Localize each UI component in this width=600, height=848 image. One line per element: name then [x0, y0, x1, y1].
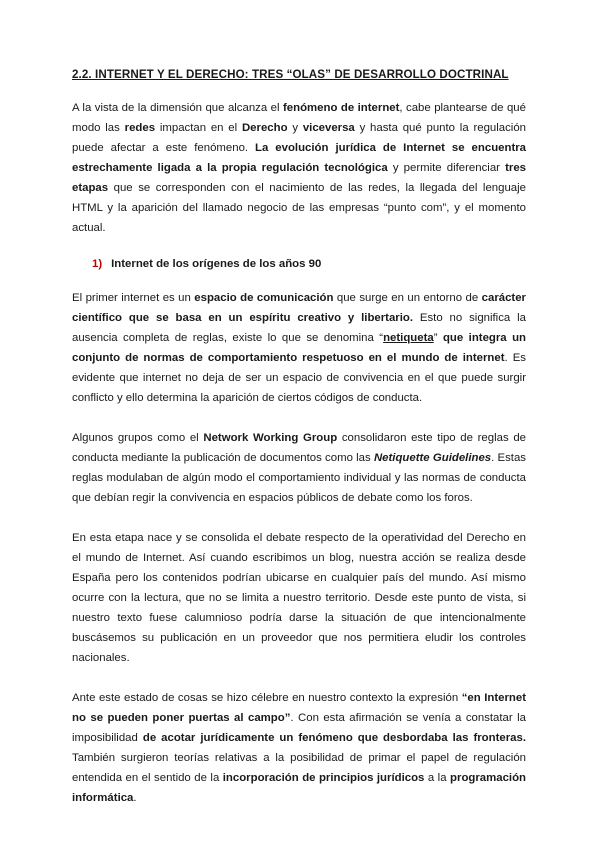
subsection-title: Internet de los orígenes de los años 90 [111, 258, 322, 270]
section-heading: 2.2. INTERNET Y EL DERECHO: TRES “OLAS” DE DESARROLLO DOCTRINAL [72, 68, 509, 81]
paragraph-network-working-group: Algunos grupos como el Network Working Group consolidaron este tipo de reglas de conducta mediante la publicación de documentos como las Netiquette Guidelines. Estas reglas modulaban de algún modo el comportamiento individual y las normas de conducta que debían regir la convivencia en espacios públicos de debate como los foros. [72, 432, 527, 504]
paragraph-puertas-al-campo: Ante este estado de cosas se hizo célebre en nuestro contexto la expresión “en Internet no se pueden poner puertas al campo”. Con esta afirmación se venía a constatar la imposibilidad de acotar jurídicamente un fenómeno que desbordaba las fronteras. También surgieron teorías relativas a la posibilidad de primar el papel de regulación entendida en el sentido de la incorporación de principios jurídicos a la programación informática. [72, 692, 526, 804]
document-page [72, 68, 526, 808]
paragraph-debate: En esta etapa nace y se consolida el debate respecto de la operatividad del Derecho en el mundo de Internet. Así cuando escribimos un blog, nuestra acción se realiza desde España pero los contenidos podrían ubicarse en cualquier país del mundo. Así mismo ocurre con la lectura, que no se limita a nuestro territorio. Desde este punto de vista, si nuestro texto fuese calumnioso podría darse la situación de que intencionalmente buscásemos su publicación en un proveedor que nos permitiera eludir los controles nacionales. [72, 532, 526, 664]
subsection-number: 1) [92, 258, 103, 270]
paragraph-origins: El primer internet es un espacio de comunicación que surge en un entorno de carácter científico que se basa en un espíritu creativo y libertario. Esto no significa la ausencia completa de reglas, existe lo que se denomina “netiqueta” que integra un conjunto de normas de comportamiento respetuoso en el mundo de internet. Es evidente que internet no deja de ser un espacio de convivencia en el que puede surgir conflicto y ello determina la aparición de ciertos códigos de conducta. [72, 292, 526, 404]
paragraph-intro: A la vista de la dimensión que alcanza el fenómeno de internet, cabe plantearse de qué modo las redes impactan en el Derecho y viceversa y hasta qué punto la regulación puede afectar a este fenómeno. La evolución jurídica de Internet se encuentra estrechamente ligada a la propia regulación tecnológica y permite diferenciar tres etapas que se corresponden con el nacimiento de las redes, la llegada del lenguaje HTML y la aparición del llamado negocio de las empresas “punto com”, y el momento actual. [72, 102, 527, 234]
subsection-heading [92, 258, 526, 270]
